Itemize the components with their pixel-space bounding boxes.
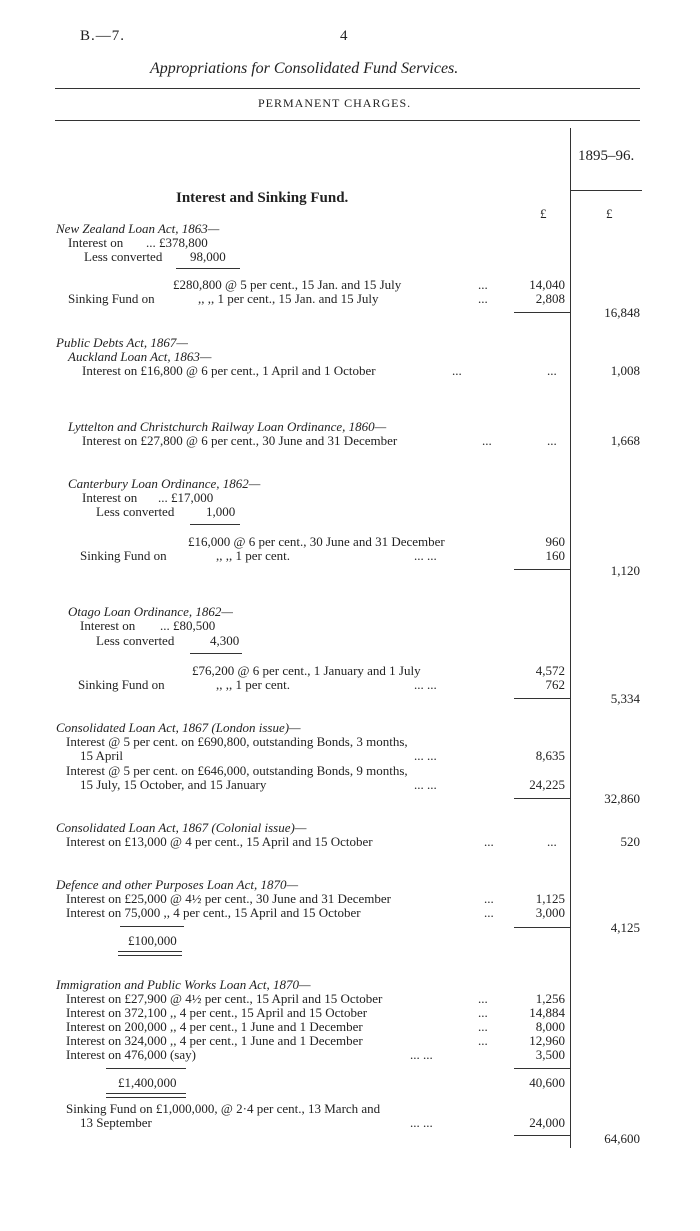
immigration-amount-2: 14,884 <box>529 1005 565 1020</box>
canterbury-act: Canterbury Loan Ordinance, 1862— <box>68 476 261 491</box>
year-heading: 1895–96. <box>578 148 635 164</box>
canterbury-less-converted: Less converted <box>96 504 175 519</box>
immigration-line-4: Interest on 324,000 ,, 4 per cent., 1 June and 1 December <box>66 1033 363 1048</box>
otago-less-converted: Less converted <box>96 633 175 648</box>
lyttelton-dots2: ... <box>547 433 557 448</box>
london-line1b: 15 April <box>80 748 123 763</box>
defence-sum: £100,000 <box>128 933 177 948</box>
immigration-line-5: Interest on 476,000 (say) <box>66 1047 196 1062</box>
immigration-dots-1: ... <box>478 991 488 1006</box>
immigration-line-1: Interest on £27,900 @ 4½ per cent., 15 April and 15 October <box>66 991 383 1006</box>
immigration-amount-1: 1,256 <box>535 991 565 1006</box>
lyttelton-interest: Interest on £27,800 @ 6 per cent., 30 June and 31 December <box>82 433 398 448</box>
colonial-total: 520 <box>620 834 640 849</box>
immigration-line-3: Interest on 200,000 ,, 4 per cent., 1 June and 1 December <box>66 1019 363 1034</box>
otago-total: 5,334 <box>610 691 640 706</box>
london-amount1: 8,635 <box>535 748 565 763</box>
page-title: Appropriations for Consolidated Fund Services. <box>150 60 459 77</box>
immigration-amount-5: 3,500 <box>535 1047 565 1062</box>
otago-sinking-dots: ... ... <box>414 677 437 692</box>
nz-sinking-amount: 2,808 <box>535 291 565 306</box>
pound-left: £ <box>540 206 547 221</box>
defence-dots2: ... <box>484 905 494 920</box>
defence-total: 4,125 <box>610 920 640 935</box>
nz-sinking-line: ,, ,, 1 per cent., 15 Jan. and 15 July <box>198 291 379 306</box>
otago-less-amount: 4,300 <box>210 633 240 648</box>
lyttelton-act: Lyttelton and Christchurch Railway Loan Ordinance, 1860— <box>68 419 387 434</box>
nz-net-dots: ... <box>478 277 488 292</box>
canterbury-interest-on: Interest on <box>82 490 138 505</box>
london-line2b: 15 July, 15 October, and 15 January <box>80 777 267 792</box>
otago-interest-on: Interest on <box>80 618 136 633</box>
consolidated-london-act-text: Consolidated Loan Act, 1867 (London issue)— <box>56 720 301 735</box>
canterbury-net-rule <box>190 524 240 525</box>
immigration-sum: £1,400,000 <box>118 1075 177 1090</box>
london-amount2: 24,225 <box>529 777 565 792</box>
section-subtitle: PERMANENT CHARGES. <box>258 96 412 110</box>
otago-interest-amount: ... £80,500 <box>160 618 216 633</box>
nz-net-amount: 14,040 <box>529 277 565 292</box>
public-debts-dots1: ... <box>452 363 462 378</box>
defence-sum-rule <box>514 927 570 928</box>
immigration-sinking-line1: Sinking Fund on £1,000,000, @ 2·4 per cent., 13 March and <box>66 1101 381 1116</box>
immigration-dots-3: ... <box>478 1019 488 1034</box>
immigration-dots-2: ... <box>478 1005 488 1020</box>
otago-act: Otago Loan Ordinance, 1862— <box>68 604 233 619</box>
otago-sinking-amount: 762 <box>545 677 565 692</box>
london-line1a: Interest @ 5 per cent. on £690,800, outstanding Bonds, 3 months, <box>66 734 408 749</box>
immigration-subtotal-rule <box>514 1068 570 1069</box>
public-debts-dots2: ... <box>547 363 557 378</box>
public-debts-act: Public Debts Act, 1867— <box>56 335 188 350</box>
otago-net-line: £76,200 @ 6 per cent., 1 January and 1 July <box>192 663 421 678</box>
colonial-interest: Interest on £13,000 @ 4 per cent., 15 April and 15 October <box>66 834 373 849</box>
otago-sum-rule <box>514 698 570 699</box>
nz-net-line: £280,800 @ 5 per cent., 15 Jan. and 15 July <box>173 277 402 292</box>
canterbury-sinking-dots: ... ... <box>414 548 437 563</box>
immigration-sinking-amount: 24,000 <box>529 1115 565 1130</box>
nz-sinking-dots: ... <box>478 291 488 306</box>
colonial-dots2: ... <box>547 834 557 849</box>
subtitle-rule <box>55 120 640 121</box>
london-line2b-dots: ... ... <box>414 777 437 792</box>
nz-net-rule <box>176 268 240 269</box>
pound-right: £ <box>606 206 613 221</box>
immigration-sum-rule <box>514 1135 570 1136</box>
canterbury-sinking-line: ,, ,, 1 per cent. <box>216 548 291 563</box>
immigration-act: Immigration and Public Works Loan Act, 1870— <box>56 977 311 992</box>
otago-sinking-label: Sinking Fund on <box>78 677 165 692</box>
section-heading: Interest and Sinking Fund. <box>176 190 349 206</box>
canterbury-net-line: £16,000 @ 6 per cent., 30 June and 31 December <box>188 534 445 549</box>
canterbury-sum-rule <box>514 569 570 570</box>
otago-net-rule <box>190 653 242 654</box>
nz-sinking-label: Sinking Fund on <box>68 291 155 306</box>
immigration-line-2: Interest on 372,100 ,, 4 per cent., 15 April and 15 October <box>66 1005 368 1020</box>
page-ref: B.—7. <box>80 28 126 44</box>
nz-interest-amount: ... £378,800 <box>146 235 208 250</box>
canterbury-sinking-label: Sinking Fund on <box>80 548 167 563</box>
immigration-amount-3: 8,000 <box>535 1019 565 1034</box>
immigration-subtotal: 40,600 <box>529 1075 565 1090</box>
canterbury-sinking-amount: 160 <box>545 548 565 563</box>
canterbury-interest-amount: ... £17,000 <box>158 490 214 505</box>
london-total: 32,860 <box>604 791 640 806</box>
immigration-amount-4: 12,960 <box>529 1033 565 1048</box>
year-column-left-rule <box>570 128 571 1148</box>
colonial-dots1: ... <box>484 834 494 849</box>
immigration-sum-double-rule <box>106 1093 186 1098</box>
canterbury-total: 1,120 <box>610 563 640 578</box>
otago-net-amount: 4,572 <box>535 663 565 678</box>
nz-total: 16,848 <box>604 305 640 320</box>
lyttelton-dots1: ... <box>482 433 492 448</box>
nz-loan-act: New Zealand Loan Act, 1863— <box>56 221 220 236</box>
canterbury-less-amount: 1,000 <box>206 504 236 519</box>
public-debts-interest: Interest on £16,800 @ 6 per cent., 1 April and 1 October <box>82 363 376 378</box>
london-line2a: Interest @ 5 per cent. on £646,000, outstanding Bonds, 9 months, <box>66 763 408 778</box>
defence-underline <box>120 926 184 927</box>
nz-sum-rule <box>514 312 570 313</box>
immigration-dots-5: ... ... <box>410 1047 433 1062</box>
page-number: 4 <box>340 28 348 44</box>
defence-amount1: 1,125 <box>535 891 565 906</box>
nz-interest-on: Interest on <box>68 235 124 250</box>
immigration-total: 64,600 <box>604 1131 640 1146</box>
consolidated-london-act <box>56 721 301 735</box>
defence-sum-double-rule <box>118 951 182 956</box>
canterbury-net-amount: 960 <box>545 534 565 549</box>
defence-line1: Interest on £25,000 @ 4½ per cent., 30 June and 31 December <box>66 891 391 906</box>
london-line1b-dots: ... ... <box>414 748 437 763</box>
nz-less-converted: Less converted <box>84 249 163 264</box>
lyttelton-total: 1,668 <box>610 433 640 448</box>
nz-less-amount: 98,000 <box>190 249 226 264</box>
immigration-sinking-dots: ... ... <box>410 1115 433 1130</box>
london-sum-rule <box>514 798 570 799</box>
public-debts-total: 1,008 <box>610 363 640 378</box>
otago-sinking-line: ,, ,, 1 per cent. <box>216 677 291 692</box>
immigration-underline <box>106 1068 186 1069</box>
consolidated-colonial-act: Consolidated Loan Act, 1867 (Colonial issue)— <box>56 820 307 835</box>
title-rule <box>55 88 640 89</box>
defence-line2: Interest on 75,000 ,, 4 per cent., 15 April and 15 October <box>66 905 361 920</box>
immigration-dots-4: ... <box>478 1033 488 1048</box>
defence-amount2: 3,000 <box>535 905 565 920</box>
defence-act: Defence and other Purposes Loan Act, 1870— <box>56 877 299 892</box>
defence-dots1: ... <box>484 891 494 906</box>
year-heading-rule <box>570 190 642 191</box>
auckland-loan-act: Auckland Loan Act, 1863— <box>68 349 212 364</box>
immigration-sinking-line2: 13 September <box>80 1115 152 1130</box>
